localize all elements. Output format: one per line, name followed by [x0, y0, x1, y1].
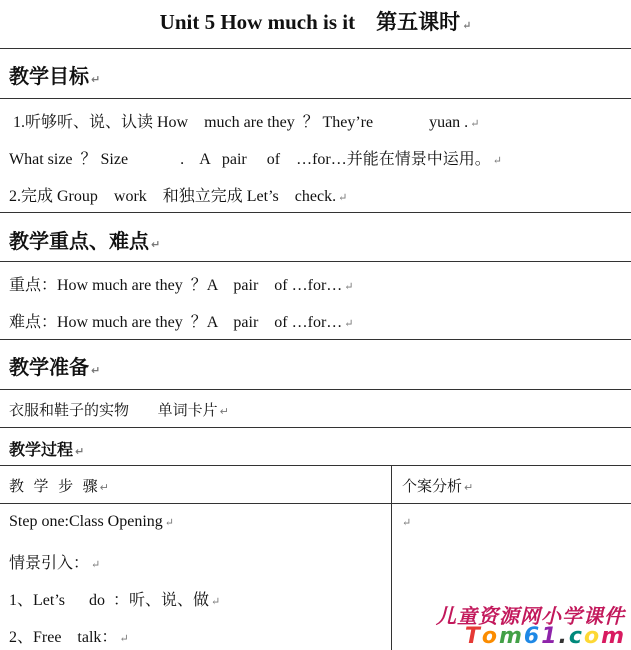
section-heading-preparation: 教学准备 ↵: [9, 355, 101, 379]
paragraph-mark-icon: ↵: [119, 633, 129, 645]
process-step-line: 情景引入： ↵: [9, 555, 101, 572]
watermark-letter: 6: [523, 624, 540, 649]
watermark-letter: .: [558, 624, 567, 649]
watermark-letter: T: [464, 624, 480, 649]
table-divider: [0, 261, 631, 262]
watermark-logo: [420, 598, 631, 650]
column-header-analysis: 个案分析 ↵: [402, 477, 474, 495]
section-heading-process: 教学过程 ↵: [9, 440, 85, 459]
paragraph-mark-icon: ↵: [219, 405, 229, 418]
paragraph-mark-icon: ↵: [338, 192, 348, 204]
process-step-line: 1、Let’s do ：听、说、做 ↵: [9, 592, 221, 609]
paragraph-mark-icon: ↵: [151, 238, 161, 251]
document-title-text: Unit 5 How much is it 第五课时: [159, 10, 461, 34]
paragraph-mark-icon: ↵: [91, 559, 101, 571]
section-heading-objectives: 教学目标 ↵: [9, 64, 101, 88]
paragraph-mark-icon: ↵: [462, 20, 472, 32]
table-divider: [0, 465, 631, 466]
paragraph-mark-icon: ↵: [470, 118, 480, 130]
paragraph-mark-icon: ↵: [91, 73, 101, 86]
preparation-line: 衣服和鞋子的实物 单词卡片 ↵: [9, 401, 229, 419]
column-header-steps: 教 学 步 骤 ↵: [9, 477, 109, 495]
analysis-cell: [400, 513, 411, 531]
column-divider: [391, 465, 392, 650]
paragraph-mark-icon: ↵: [211, 596, 221, 608]
process-step-line: 2、Free talk： ↵: [9, 629, 129, 646]
difficult-point-line: 难点：How much are they ？A pair of …for… ↵: [9, 314, 354, 331]
process-step-line: Step one:Class Opening ↵: [9, 513, 174, 530]
table-divider: [0, 339, 631, 340]
paragraph-mark-icon: ↵: [75, 445, 85, 458]
table-divider: [0, 427, 631, 428]
watermark-letter: m: [498, 624, 522, 649]
objective-line-2: What size ？ Size . A pair of …for…并能在情景中运用。 ↵: [9, 151, 502, 168]
watermark-letter: m: [601, 624, 624, 649]
objective-line-1: 1.听够听、说、认读 How much are they ？ They’re yuan . ↵: [9, 114, 480, 131]
table-divider: [0, 48, 631, 49]
watermark-site-name: 儿童资源网小学课件: [436, 604, 625, 628]
table-divider: [0, 389, 631, 390]
watermark-letter: c: [568, 624, 582, 649]
section-heading-key-points: 教学重点、难点 ↵: [9, 229, 161, 253]
paragraph-mark-icon: ↵: [91, 364, 101, 377]
watermark-letter: 1: [541, 624, 557, 649]
paragraph-mark-icon: ↵: [344, 281, 354, 293]
paragraph-mark-icon: ↵: [344, 318, 354, 330]
paragraph-mark-icon: ↵: [492, 155, 502, 167]
table-divider: [0, 503, 631, 504]
watermark-letter: o: [481, 624, 497, 649]
table-divider: [0, 212, 631, 213]
paragraph-mark-icon: ↵: [464, 481, 474, 494]
paragraph-mark-icon: ↵: [164, 517, 174, 529]
watermark-domain: [464, 624, 625, 649]
paragraph-mark-icon: ↵: [99, 481, 109, 494]
paragraph-mark-icon: ↵: [402, 517, 412, 529]
watermark-letter: o: [583, 624, 600, 649]
document-title: [0, 6, 631, 36]
table-divider: [0, 98, 631, 99]
key-point-line: 重点：How much are they ？A pair of …for… ↵: [9, 277, 354, 294]
objective-line-3: 2.完成 Group work 和独立完成 Let’s check. ↵: [9, 188, 348, 205]
